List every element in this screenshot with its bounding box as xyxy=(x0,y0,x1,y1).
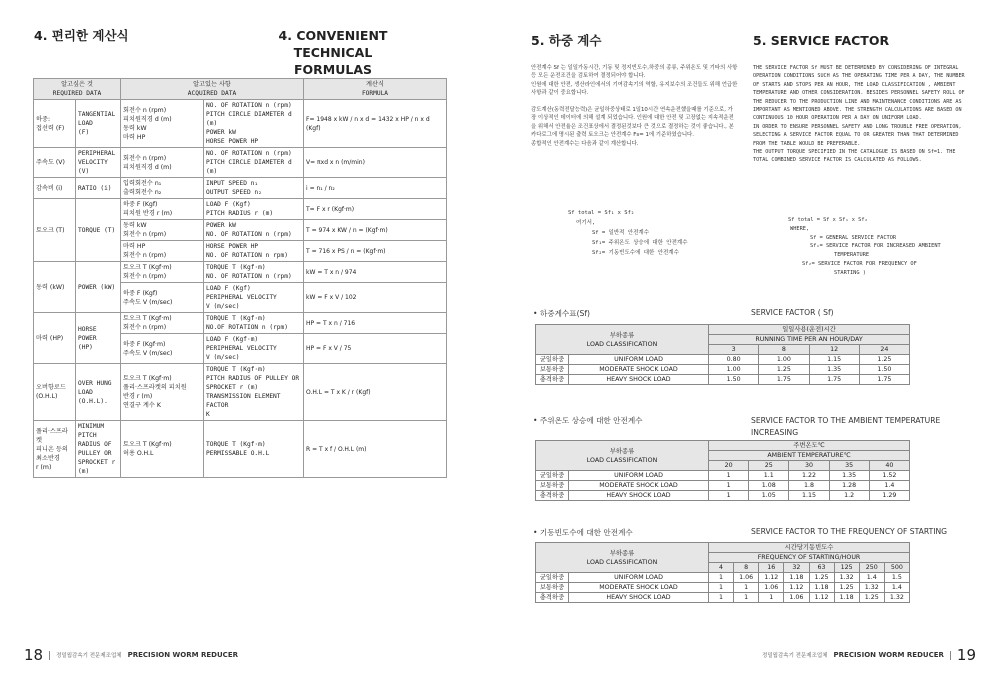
column-header: 16 xyxy=(759,563,784,573)
factor-value: 1.32 xyxy=(884,593,909,603)
load-type-kr: 보통하중 xyxy=(536,481,569,491)
factor-value: 1.22 xyxy=(789,471,829,481)
factor-value: 1.29 xyxy=(869,491,909,501)
acquired-kr: 입력회전수 n₁ 출력회전수 n₂ xyxy=(121,178,204,199)
load-type-en: MODERATE SHOCK LOAD xyxy=(569,583,709,593)
table-row xyxy=(536,583,910,593)
column-header: 35 xyxy=(829,461,869,471)
load-type-en: UNIFORM LOAD xyxy=(569,471,709,481)
formula-cell: kW = F x V / 102 xyxy=(304,283,447,313)
footer-divider xyxy=(950,651,951,660)
load-classification-en: LOAD CLASSIFICATION xyxy=(586,456,658,464)
acquired-kr: 토오크 T (Kgf·m) 풀리·스프라켓의 피치원 반경 r (m) 연결구 계수 K xyxy=(121,364,204,421)
table-row xyxy=(536,481,910,491)
header-acquired-en: ACQUIRED DATA xyxy=(187,90,237,97)
factor-value: 1 xyxy=(734,583,759,593)
factor-value: 1.35 xyxy=(809,365,859,375)
right-title-en: 5. SERVICE FACTOR xyxy=(753,33,890,48)
formula-cell: HP = F x V / 75 xyxy=(304,334,447,364)
required-kr: 토오크 (T) xyxy=(34,199,76,262)
service-factor-formula-en xyxy=(788,216,973,278)
factor-value: 1.25 xyxy=(859,355,909,365)
factor-value: 1.75 xyxy=(859,375,909,385)
service-factor-text-kr: 안전계수 Sf 는 일일가동시간, 기동 및 정지빈도수,하중의 종류, 주위온도 및 기타의 사항등 모든 운전조건을 검토하여 결정되어야 합니다. 인원에 대한 안전, 생산라인에서의 기여감속기의 역할, 유지보수의 조건들도 위해 언급한 사항과 같이 중요합니다. 감도계산(동력전달능력)은 균일하중상태로 1일10시간 연속운전했을때를 기준으로, 가장 이상적인 데이터에 의해 설계 되었습니다. 인원에 대한 안전 및 고장없는 지속적운전을 위해서 안전율은 조건표상에서 결정된것보다 큰 것으로 결정하는 것이 좋습니다., 본 카다로그에 명시된 출력 토오크는 안전계수 Fs= 1에 기준하였습니다. 종합적인 안전계수는 다음과 같이 계산합니다. xyxy=(531,65,738,147)
sf-table-0-title-en: SERVICE FACTOR ( Sf) xyxy=(751,308,834,317)
formula-cell: O.H.L = T x K / r (Kgf) xyxy=(304,364,447,421)
load-type-en: UNIFORM LOAD xyxy=(569,573,709,583)
factor-value: 1.1 xyxy=(749,471,789,481)
header-required-en: REQUIRED DATA xyxy=(52,90,102,97)
factor-value: 1.15 xyxy=(809,355,859,365)
factor-value: 1.15 xyxy=(789,491,829,501)
formula-row xyxy=(34,262,447,283)
formula-kr-line: Sf = 일반적 안전계수 xyxy=(592,230,650,236)
required-kr: 오버항로드 (O.H.L) xyxy=(34,364,76,421)
table-row xyxy=(536,355,910,365)
factor-value: 1.18 xyxy=(784,573,809,583)
formula-en-line: STARTING ) xyxy=(834,269,866,276)
group-header-kr: 주변온도℃ xyxy=(709,441,910,451)
factor-value: 1.32 xyxy=(859,583,884,593)
left-title-kr: 4. 편리한 계산식 xyxy=(34,28,129,43)
header-acquired-kr: 알고있는 사항 xyxy=(193,81,231,88)
formula-cell: kW = T x n / 974 xyxy=(304,262,447,283)
acquired-en: TORQUE T (Kgf·m) PERMISSABLE O.H.L xyxy=(204,421,304,478)
required-en: TANGENTIAL LOAD (F) xyxy=(76,100,121,148)
sf-table-grid xyxy=(535,324,910,385)
required-kr: 주속도 (V) xyxy=(34,148,76,178)
column-header: 30 xyxy=(789,461,829,471)
formula-en-line: Sf total = Sf x Sf₁ x Sf₂ xyxy=(788,217,868,223)
load-type-en: HEAVY SHOCK LOAD xyxy=(569,593,709,603)
column-header: 63 xyxy=(809,563,834,573)
sf-table-0 xyxy=(535,324,910,385)
factor-value: 1.4 xyxy=(869,481,909,491)
sf-table-2-title-en: SERVICE FACTOR TO THE FREQUENCY OF STARTING xyxy=(751,527,948,536)
formula-row xyxy=(34,148,447,178)
group-header-en: AMBIENT TEMPERATURE℃ xyxy=(709,451,910,461)
acquired-en: HORSE POWER HP NO. OF ROTATION n rpm) xyxy=(204,241,304,262)
sf-header-row xyxy=(536,441,910,451)
factor-value: 1.75 xyxy=(809,375,859,385)
formula-cell: i = n₁ / n₂ xyxy=(304,178,447,199)
footer-right-en: PRECISION WORM REDUCER xyxy=(833,651,944,659)
sf-table-0-title-kr: • 하중계수표(Sf) xyxy=(533,309,590,318)
load-type-kr: 균일하중 xyxy=(536,573,569,583)
factor-value: 1 xyxy=(709,481,749,491)
column-header: 4 xyxy=(709,563,734,573)
load-classification-header xyxy=(536,325,709,355)
formula-row xyxy=(34,100,447,148)
required-en: TORQUE (T) xyxy=(76,199,121,262)
required-kr: 감속비 (i) xyxy=(34,178,76,199)
formula-cell: T = 974 x KW / n = (Kgf·m) xyxy=(304,220,447,241)
acquired-kr: 하중 F (Kgf) 주속도 V (m/sec) xyxy=(121,283,204,313)
column-header: 24 xyxy=(859,345,909,355)
load-classification-en: LOAD CLASSIFICATION xyxy=(586,340,658,348)
formula-kr-line: 여기서, xyxy=(576,220,596,226)
formula-en-line: WHERE, xyxy=(790,225,810,232)
factor-value: 1 xyxy=(734,593,759,603)
sf-table-1-title-en-line2: INCREASING xyxy=(751,428,799,437)
factor-value: 1.5 xyxy=(884,573,909,583)
left-title-en-line2: FORMULAS xyxy=(293,62,373,77)
formula-cell: V= πxd x n (m/min) xyxy=(304,148,447,178)
factor-value: 1.12 xyxy=(759,573,784,583)
formula-kr-line: Sf₂= 기동빈도수에 대한 안전계수 xyxy=(592,250,679,256)
factor-value: 1.18 xyxy=(834,593,859,603)
factor-value: 1.25 xyxy=(859,593,884,603)
acquired-en: NO. OF ROTATION n (rpm) PITCH CIRCLE DIAMETER d (m) POWER kW HORSE POWER HP xyxy=(204,100,304,148)
acquired-en: POWER kW NO. OF ROTATION n (rpm) xyxy=(204,220,304,241)
formula-cell: T = 716 x PS / n = (Kgf·m) xyxy=(304,241,447,262)
header-formula-kr: 계산식 xyxy=(366,81,384,88)
formula-cell: HP = T x n / 716 xyxy=(304,313,447,334)
column-header: 125 xyxy=(834,563,859,573)
load-type-en: HEAVY SHOCK LOAD xyxy=(569,491,709,501)
right-title-kr: 5. 하중 계수 xyxy=(531,33,602,48)
required-kr: 풀리·스프라켓 피니온 등의 최소반경 r (m) xyxy=(34,421,76,478)
acquired-en: TORQUE T (Kgf·m) NO. OF ROTATION n (rpm) xyxy=(204,262,304,283)
factor-value: 1.08 xyxy=(749,481,789,491)
formula-row xyxy=(34,313,447,334)
sf-table-2-title-kr: • 기동빈도수에 대한 안전계수 xyxy=(533,528,633,537)
factor-value: 1.2 xyxy=(829,491,869,501)
load-type-en: MODERATE SHOCK LOAD xyxy=(569,365,709,375)
formula-table-header xyxy=(34,79,447,100)
sf-table-grid xyxy=(535,440,910,501)
load-classification-header xyxy=(536,543,709,573)
group-header-kr: 시간당기동빈도수 xyxy=(709,543,910,553)
formula-kr-line: Sf₁= 주위온도 상승에 대한 안전계수 xyxy=(592,240,688,246)
factor-value: 1.00 xyxy=(709,365,759,375)
column-header: 3 xyxy=(709,345,759,355)
factor-value: 0.80 xyxy=(709,355,759,365)
table-row xyxy=(536,365,910,375)
load-type-en: UNIFORM LOAD xyxy=(569,355,709,365)
load-type-kr: 균일하중 xyxy=(536,355,569,365)
formula-cell: T= F x r (Kgf·m) xyxy=(304,199,447,220)
sf-header-row xyxy=(536,325,910,335)
sf-table-1 xyxy=(535,440,910,501)
factor-value: 1.75 xyxy=(759,375,809,385)
load-type-en: HEAVY SHOCK LOAD xyxy=(569,375,709,385)
column-header: 8 xyxy=(759,345,809,355)
left-title-en-line1: 4. CONVENIENT TECHNICAL xyxy=(278,28,388,60)
load-type-kr: 충격하중 xyxy=(536,375,569,385)
acquired-en: TORQUE T (Kgf·m) PITCH RADIUS OF PULLEY OR SPROCKET r (m) TRANSMISSION ELEMENT FACTOR K xyxy=(204,364,304,421)
header-formula xyxy=(304,79,447,100)
acquired-kr: 하중 F (Kgf) 피치원 반경 r (m) xyxy=(121,199,204,220)
header-acquired xyxy=(121,79,304,100)
formula-kr-line: Sf total = Sf₁ x Sf₂ xyxy=(568,210,635,216)
formula-table xyxy=(33,78,447,478)
column-header: 32 xyxy=(784,563,809,573)
factor-value: 1.35 xyxy=(829,471,869,481)
footer-left-kr: 정밀웜감속기 전문제조업체 xyxy=(56,653,122,659)
formula-en-line: TEMPERATURE xyxy=(834,252,870,259)
formula-en-line: Sf₂= SERVICE FACTOR FOR FREQUENCY OF xyxy=(802,260,917,267)
acquired-kr: 회전수 n (rpm) 피치원직경 d (m) xyxy=(121,148,204,178)
header-formula-en: FORMULA xyxy=(361,90,389,97)
required-en: MINIMUM PITCH RADIUS OF PULLEY OR SPROCKET r (m) xyxy=(76,421,121,478)
load-type-kr: 충격하중 xyxy=(536,491,569,501)
table-row xyxy=(536,375,910,385)
formula-en-line: Sf = GENERAL SERVICE FACTOR xyxy=(810,234,897,241)
acquired-kr: 토오크 T (Kgf·m) 회전수 n (rpm) xyxy=(121,262,204,283)
factor-value: 1.06 xyxy=(784,593,809,603)
table-row xyxy=(536,593,910,603)
factor-value: 1 xyxy=(709,471,749,481)
factor-value: 1.4 xyxy=(884,583,909,593)
acquired-en: LOAD F (Kgf) PITCH RADIUS r (m) xyxy=(204,199,304,220)
factor-value: 1.32 xyxy=(834,573,859,583)
required-en: RATIO (i) xyxy=(76,178,121,199)
column-header: 250 xyxy=(859,563,884,573)
factor-value: 1 xyxy=(709,593,734,603)
acquired-kr: 회전수 n (rpm) 피치원직경 d (m) 동력 kW 마력 HP xyxy=(121,100,204,148)
factor-value: 1 xyxy=(709,583,734,593)
factor-value: 1.12 xyxy=(809,593,834,603)
footer-divider xyxy=(49,651,50,660)
sf-table-2 xyxy=(535,542,910,603)
group-header-en: FREQUENCY OF STARTING/HOUR xyxy=(709,553,910,563)
page-number-left: 18 xyxy=(24,646,44,664)
factor-value: 1 xyxy=(759,593,784,603)
load-classification-kr: 부하종류 xyxy=(609,447,635,455)
header-required-kr: 알고싶은 것 xyxy=(61,81,93,88)
required-en: POWER (kW) xyxy=(76,262,121,313)
acquired-en: NO. OF ROTATION n (rpm) PITCH CIRCLE DIAMETER d (m) xyxy=(204,148,304,178)
service-factor-text-en: THE SERVICE FACTOR Sf MUST BE DETERMINED BY CONSIDERING OF INTEGRAL OPERATION CONDITIONS SUCH AS THE OPERATING TIME PER A DAY, THE NUMBER OF STARTS AND STOPS PER AN HOUR, THE LOAD CLASSIFICATION , AMBIENT TEMPERATURE AND OTHER CONSIDERATION. BESIDES PERSONNEL SAFETY ROLL OF THE REDUCER TO THE PRODUCTION LINE AND MAINTENANCE CONDITIONS ARE AS IMPORTANT AS MENTIONED ABOVE. THE STRENGTH CALCULATIONS ARE BASED ON CONTINUOUS 10 HOUR OPERATION PER A DAY ON UNIFORM LOAD. IN ORDER TO ENSURE PERSONNEL SAFETY AND LONG TROUBLE FREE OPERATION, SELECTING A SERVICE FACTOR EQUAL TO OR GREATER THAN THAT DETERMINED FROM THE TABLE WOULD BE PREFERABLE. THE OUTPUT TORQUE SPECIFIED IN THE CATALOGUE IS BASED ON Sf=1. THE TOTAL COMBINED SERVICE FACTOR IS CALCULATED AS FOLLOWS. xyxy=(753,65,965,164)
left-title-en xyxy=(253,27,413,78)
service-factor-formula-kr xyxy=(568,208,748,258)
load-type-kr: 보통하중 xyxy=(536,583,569,593)
acquired-en: TORQUE T (Kgf·m) NO.OF ROTATION n (rpm) xyxy=(204,313,304,334)
formula-en-line: Sf₁= SERVICE FACTOR FOR INCREASED AMBIENT xyxy=(810,243,941,250)
acquired-kr: 토오크 T (Kgf·m) 허용 O.H.L xyxy=(121,421,204,478)
column-header: 20 xyxy=(709,461,749,471)
factor-value: 1.25 xyxy=(809,573,834,583)
load-classification-kr: 부하종류 xyxy=(609,331,635,339)
factor-value: 1 xyxy=(709,573,734,583)
load-type-en: MODERATE SHOCK LOAD xyxy=(569,481,709,491)
factor-value: 1.50 xyxy=(859,365,909,375)
load-type-kr: 충격하중 xyxy=(536,593,569,603)
load-classification-header xyxy=(536,441,709,471)
required-en: OVER HUNG LOAD (O.H.L). xyxy=(76,364,121,421)
formula-cell: F= 1948 x kW / n x d = 1432 x HP / n x d (Kgf) xyxy=(304,100,447,148)
factor-value: 1.06 xyxy=(759,583,784,593)
column-header: 500 xyxy=(884,563,909,573)
required-en: HORSE POWER (HP) xyxy=(76,313,121,364)
formula-row xyxy=(34,421,447,478)
load-type-kr: 보통하중 xyxy=(536,365,569,375)
acquired-kr: 동력 kW 회전수 n (rpm) xyxy=(121,220,204,241)
footer-left xyxy=(24,646,238,664)
load-classification-kr: 부하종류 xyxy=(609,549,635,557)
table-row xyxy=(536,471,910,481)
group-header-en: RUNNING TIME PER AN HOUR/DAY xyxy=(709,335,910,345)
load-type-kr: 균일하중 xyxy=(536,471,569,481)
column-header: 8 xyxy=(734,563,759,573)
acquired-en: LOAD F (Kgf) PERIPHERAL VELOCITY V (m/sec) xyxy=(204,283,304,313)
acquired-kr: 마력 HP 회전수 n (rpm) xyxy=(121,241,204,262)
sf-table-1-title-en xyxy=(751,415,940,439)
factor-value: 1.06 xyxy=(734,573,759,583)
factor-value: 1.52 xyxy=(869,471,909,481)
column-header: 12 xyxy=(809,345,859,355)
footer-right-kr: 정밀웜감속기 전문제조업체 xyxy=(762,653,828,659)
acquired-en: LOAD F (Kgf·m) PERIPHERAL VELOCITY V (m/sec) xyxy=(204,334,304,364)
factor-value: 1.25 xyxy=(759,365,809,375)
column-header: 25 xyxy=(749,461,789,471)
required-kr: 하중: 접선력 (F) xyxy=(34,100,76,148)
header-required xyxy=(34,79,121,100)
factor-value: 1.50 xyxy=(709,375,759,385)
factor-value: 1.8 xyxy=(789,481,829,491)
sf-header-row xyxy=(536,543,910,553)
formula-row xyxy=(34,364,447,421)
sf-table-1-title-kr: • 주위온도 상승에 대한 안전계수 xyxy=(533,416,643,425)
factor-value: 1.05 xyxy=(749,491,789,501)
factor-value: 1 xyxy=(709,491,749,501)
acquired-kr: 토오크 T (Kgf·m) 회전수 n (rpm) xyxy=(121,313,204,334)
acquired-en: INPUT SPEED n₁ OUTPUT SPEED n₂ xyxy=(204,178,304,199)
formula-row xyxy=(34,178,447,199)
formula-cell: R = T x f / O.H.L (m) xyxy=(304,421,447,478)
table-row xyxy=(536,491,910,501)
required-kr: 동력 (kW) xyxy=(34,262,76,313)
table-row xyxy=(536,573,910,583)
factor-value: 1.18 xyxy=(809,583,834,593)
required-en: PERIPHERAL VELOCITY (V) xyxy=(76,148,121,178)
required-kr: 마력 (HP) xyxy=(34,313,76,364)
factor-value: 1.4 xyxy=(859,573,884,583)
factor-value: 1.00 xyxy=(759,355,809,365)
sf-table-1-title-en-line1: SERVICE FACTOR TO THE AMBIENT TEMPERATURE xyxy=(751,416,941,425)
acquired-kr: 하중 F (Kgf·m) 주속도 V (m/sec) xyxy=(121,334,204,364)
column-header: 40 xyxy=(869,461,909,471)
factor-value: 1.25 xyxy=(834,583,859,593)
factor-value: 1.12 xyxy=(784,583,809,593)
sf-table-grid xyxy=(535,542,910,603)
page-number-right: 19 xyxy=(956,646,976,664)
footer-left-en: PRECISION WORM REDUCER xyxy=(127,651,238,659)
formula-row xyxy=(34,199,447,220)
group-header-kr: 일일사용(운전)시간 xyxy=(709,325,910,335)
load-classification-en: LOAD CLASSIFICATION xyxy=(586,558,658,566)
factor-value: 1.28 xyxy=(829,481,869,491)
footer-right xyxy=(762,646,976,664)
